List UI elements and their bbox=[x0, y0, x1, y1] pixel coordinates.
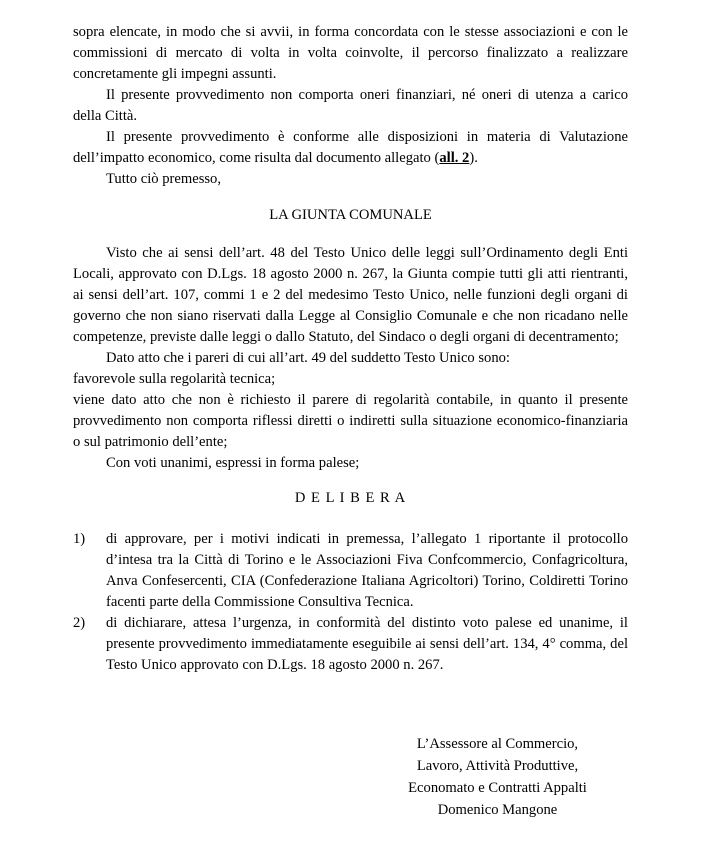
body-paragraph-contabile: viene dato atto che non è richiesto il parere di regolarità contabile, in quanto il presente provvedimento non comporta riflessi diretti o indiretti sulla situazione economico-finanziaria o sul patrimonio dell’ente; bbox=[73, 392, 628, 450]
list-item-text: di dichiarare, attesa l’urgenza, in conformità del distinto voto palese ed unanime, il presente provvedimento immediatamente eseguibile ai sensi dell’art. 134, 4° comma, del Testo Unico approvato con D.Lgs. 18 agosto 2000 n. 267. bbox=[106, 615, 628, 673]
signature-line-3: Economato e Contratti Appalti bbox=[408, 780, 587, 796]
list-item bbox=[73, 529, 628, 613]
intro-section bbox=[73, 22, 628, 190]
attachment-reference: all. 2 bbox=[439, 150, 470, 166]
body-paragraph-visto: Visto che ai sensi dell’art. 48 del Testo Unico delle leggi sull’Ordinamento degli Enti Locali, approvato con D.Lgs. 18 agosto 2000 n. 267, la Giunta compie tutti gli atti rientranti, ai sensi dell’art. 107, commi 1 e 2 del medesimo Testo Unico, nelle funzioni degli organi di governo che non siano riservati dalla Legge al Consiglio Comunale e che non ricadano nelle competenze, previste dalle leggi o dallo Statuto, del Sindaco o degli organi di decentramento; bbox=[73, 245, 628, 345]
intro-paragraph-2: Il presente provvedimento non comporta oneri finanziari, né oneri di utenza a carico della Città. bbox=[73, 87, 628, 124]
intro-paragraph-3-text: Il presente provvedimento è conforme alle disposizioni in materia di Valutazione dell’impatto economico, come risulta dal documento allegato ( bbox=[73, 129, 628, 166]
list-item-number: 1) bbox=[73, 531, 86, 547]
signature-line-2: Lavoro, Attività Produttive, bbox=[416, 758, 579, 774]
delibera-list bbox=[73, 529, 628, 676]
delibera-heading: D E L I B E R A bbox=[294, 490, 407, 506]
signature-line-1: L’Assessore al Commercio, bbox=[416, 736, 579, 752]
list-item-text: di approvare, per i motivi indicati in premessa, l’allegato 1 riportante il protocollo d’intesa tra la Città di Torino e le Associazioni Fiva Confcommercio, Confagricoltura, Anva Confesercenti, CIA (Confederazione Italiana Agricoltori) Torino, Coldiretti Torino facenti parte della Commissione Consultiva Tecnica. bbox=[106, 531, 628, 610]
body-paragraph-pareri: Dato atto che i pareri di cui all’art. 49 del suddetto Testo Unico sono: bbox=[106, 350, 510, 366]
body-paragraph-favorevole: favorevole sulla regolarità tecnica; bbox=[73, 371, 276, 387]
signature-block bbox=[380, 733, 615, 821]
intro-paragraph-1: sopra elencate, in modo che si avvii, in forma concordata con le stesse associazioni e con le commissioni di mercato di volta in volta coinvolte, il percorso finalizzato a realizzare concretamente gli impegni assunti. bbox=[73, 24, 628, 82]
intro-paragraph-3 bbox=[73, 127, 628, 169]
list-item-number: 2) bbox=[73, 615, 86, 631]
body-section bbox=[73, 243, 628, 474]
giunta-heading: LA GIUNTA COMUNALE bbox=[269, 207, 432, 223]
signature-name: Domenico Mangone bbox=[437, 802, 558, 818]
intro-paragraph-4: Tutto ciò premesso, bbox=[106, 171, 221, 187]
list-item bbox=[73, 613, 628, 676]
intro-paragraph-3-end: ). bbox=[469, 150, 478, 166]
body-paragraph-voti: Con voti unanimi, espressi in forma palese; bbox=[106, 455, 360, 471]
